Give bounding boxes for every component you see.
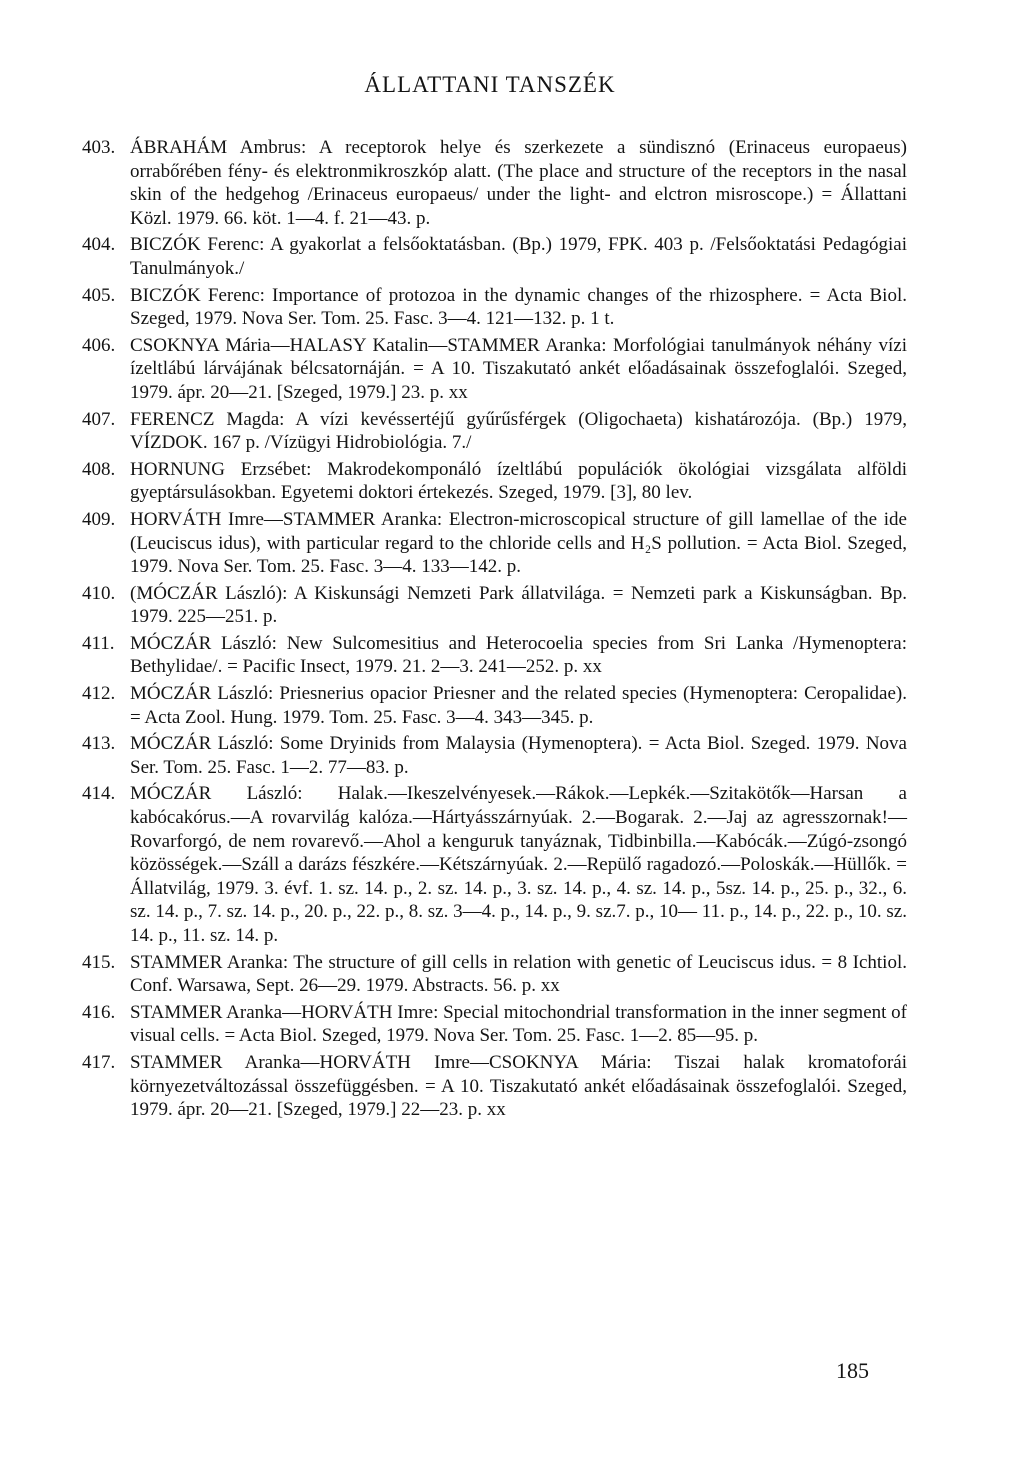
entry-number: 409. <box>82 508 116 530</box>
bibliography-entry-412 <box>82 682 907 729</box>
entry-text: MÓCZÁR László: Some Dryinids from Malaysia (Hymenoptera). = Acta Biol. Szeged. 1979. Nova Ser. Tom. 25. Fasc. 1—2. 77—83. p. <box>130 733 907 778</box>
entry-text: FERENCZ Magda: A vízi kevéssertéjű gyűrűsférgek (Oligochaeta) kishatározója. (Bp.) 1979, VÍZDOK. 167 p. /Vízügyi Hidrobiológia. 7./ <box>130 408 907 454</box>
bibliography-entry-415 <box>82 951 907 998</box>
bibliography-entry-408 <box>82 458 907 505</box>
entry-number: 417. <box>82 1051 116 1073</box>
entry-text: MÓCZÁR László: New Sulcomesitius and Heterocoelia species from Sri Lanka /Hymenoptera: Bethylidae/. = Pacific Insect, 1979. 21. 2—3. 241—252. p. xx <box>130 632 907 678</box>
entry-number: 404. <box>82 234 116 256</box>
bibliography-entry-410 <box>82 582 907 629</box>
entry-number: 405. <box>82 284 116 306</box>
entry-number: 415. <box>82 951 116 973</box>
bibliography-entry-414 <box>82 782 907 947</box>
entry-text: MÓCZÁR László: Priesnerius opacior Priesner and the related species (Hymenoptera: Ceropalidae). = Acta Zool. Hung. 1979. Tom. 25. Fasc. 3—4. 343—345. p. <box>130 683 907 728</box>
bibliography-entry-407 <box>82 408 907 455</box>
bibliography-entry-403 <box>82 136 907 230</box>
entry-text: STAMMER Aranka: The structure of gill cells in relation with genetic of Leuciscus idus. = 8 Ichtiol. Conf. Warsawa, Sept. 26—29. 1979. Abstracts. 56. p. xx <box>130 951 907 997</box>
entry-number: 412. <box>82 683 116 705</box>
entry-text: HORNUNG Erzsébet: Makrodekomponáló ízeltlábú populációk ökológiai vizsgálata alföldi gyeptársulásokban. Egyetemi doktori értekezés. Szeged, 1979. [3], 80 lev. <box>130 458 907 504</box>
entry-number: 408. <box>82 458 116 480</box>
entry-text: BICZÓK Ferenc: A gyakorlat a felsőoktatásban. (Bp.) 1979, FPK. 403 p. /Felsőoktatási Pedagógiai Tanulmányok./ <box>130 234 907 279</box>
entry-text: STAMMER Aranka—HORVÁTH Imre—CSOKNYA Mária: Tiszai halak kromatoforái környezetváltozással összefüggésben. = A 10. Tiszakutató ankét előadásainak összefoglalói. Szeged, 1979. ápr. 20—21. [Szeged, 1979.] 22—23. p. xx <box>130 1051 907 1121</box>
entry-number: 411. <box>82 632 115 654</box>
bibliography-entry-406 <box>82 334 907 405</box>
bibliography-entry-417 <box>82 1051 907 1122</box>
bibliography-list <box>82 136 907 1125</box>
entry-number: 410. <box>82 582 116 604</box>
entry-number: 403. <box>82 137 116 158</box>
entry-text: ÁBRAHÁM Ambrus: A receptorok helye és szerkezete a sündisznó (Erinaceus europaeus) orrabőrében fény- és elektronmikroszkóp alatt. (The place and structure of the receptors in the nasal skin of the hedgehog /Erinaceus europaeus/ under the light- and elctron misroscope.) = Állattani Közl. 1979. 66. köt. 1—4. f. 21—43. p. <box>130 137 907 229</box>
entry-text: STAMMER Aranka—HORVÁTH Imre: Special mitochondrial transformation in the inner segment of visual cells. = Acta Biol. Szeged, 1979. Nova Ser. Tom. 25. Fasc. 1—2. 85—95. p. <box>130 1001 907 1047</box>
entry-number: 413. <box>82 733 116 755</box>
entry-text: HORVÁTH Imre—STAMMER Aranka: Electron-microscopical structure of gill lamellae of the ide (Leuciscus idus), with particular regard to the chloride cells and H₂S pollution. = Acta Biol. Szeged, 1979. Nova Ser. Tom. 25. Fasc. 3—4. 133—142. p. <box>130 508 907 578</box>
bibliography-entry-416 <box>82 1001 907 1048</box>
page-number: 185 <box>836 1358 869 1383</box>
entry-text: (MÓCZÁR László): A Kiskunsági Nemzeti Park állatvilága. = Nemzeti park a Kiskunságban. Bp. 1979. 225—251. p. <box>130 582 907 628</box>
entry-number: 414. <box>82 783 116 805</box>
bibliography-entry-409 <box>82 508 907 579</box>
entry-text: BICZÓK Ferenc: Importance of protozoa in the dynamic changes of the rhizosphere. = Acta Biol. Szeged, 1979. Nova Ser. Tom. 25. Fasc. 3—4. 121—132. p. 1 t. <box>130 284 907 330</box>
bibliography-entry-411 <box>82 632 907 679</box>
entry-number: 407. <box>82 408 116 430</box>
entry-text: MÓCZÁR László: Halak.—Ikeszelvényesek.—Rákok.—Lepkék.—Szitakötők—Harsan a kabócakórus.—A rovarvilág kalóza.—Hártyásszárnyúak. 2.—Bogarak. 2.—Jaj az agresszornak!—Rovarforgó, de nem rovarevő.—Ahol a kenguruk tanyáznak, Tidbinbilla.—Kabócák.—Zúgó-zsongó közösségek.—Száll a darázs fészkére.—Kétszárnyúak. 2.—Repülő ragadozó.—Poloskák.—Hüllők. = Állatvilág, 1979. 3. évf. 1. sz. 14. p., 2. sz. 14. p., 3. sz. 14. p., 4. sz. 14. p., 5sz. 14. p., 25. p., 32., 6. sz. 14. p., 7. sz. 14. p., 20. p., 22. p., 8. sz. 3—4. p., 14. p., 9. sz.7. p., 10— 11. p., 14. p., 22. p., 10. sz. 14. p., 11. sz. 14. p. <box>130 783 907 946</box>
bibliography-entry-413 <box>82 732 907 779</box>
bibliography-entry-405 <box>82 284 907 331</box>
entry-text: CSOKNYA Mária—HALASY Katalin—STAMMER Aranka: Morfológiai tanulmányok néhány vízi ízeltlábú lárvájának bélcsatornáján. = A 10. Tiszakutató ankét előadásainak összefoglalói. Szeged, 1979. ápr. 20—21. [Szeged, 1979.] 23. p. xx <box>130 334 907 403</box>
entry-number: 416. <box>82 1001 116 1023</box>
page-title: ÁLLATTANI TANSZÉK <box>364 72 616 97</box>
entry-number: 406. <box>82 334 116 356</box>
bibliography-entry-404 <box>82 233 907 280</box>
